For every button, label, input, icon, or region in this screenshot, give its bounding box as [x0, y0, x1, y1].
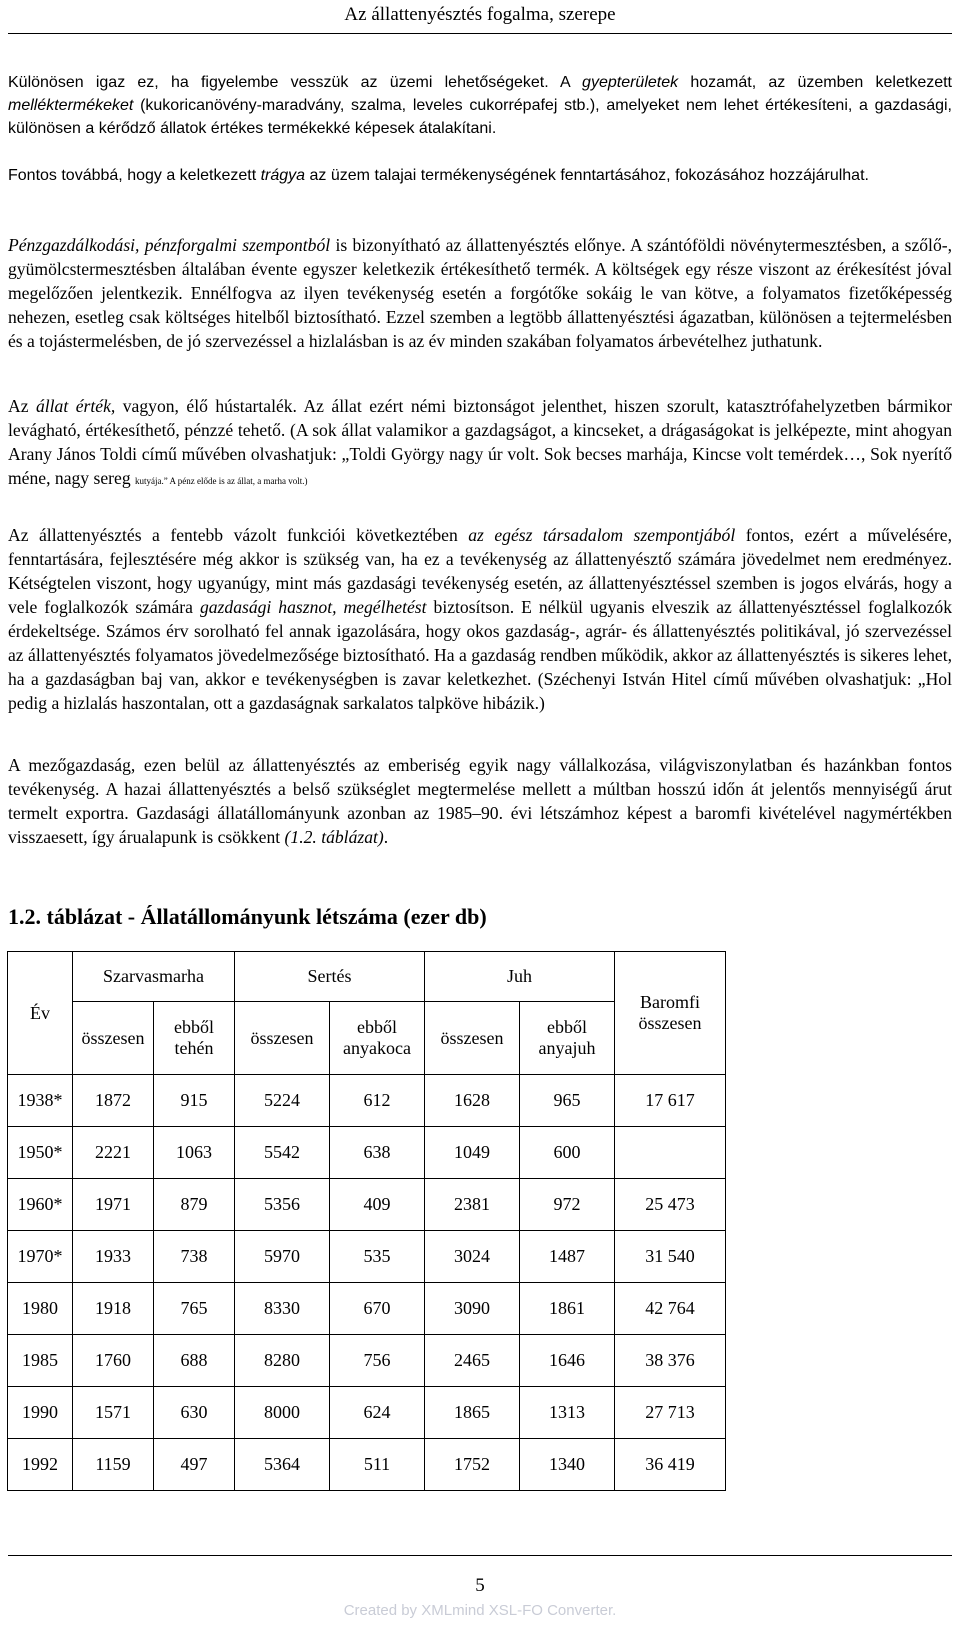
text: .: [383, 827, 389, 847]
emphasis: trágya: [260, 167, 306, 184]
table-cell: 688: [154, 1335, 235, 1387]
table-row: [8, 1127, 726, 1179]
paragraph-society: [8, 523, 952, 715]
emphasis: gazdasági hasznot, megélhetést: [199, 597, 427, 617]
pig-sow-header: ebből anyakoca: [330, 1002, 425, 1075]
text: vagyon, élő hústartalék. Az állat ezért némi biztonságot jelenthet, hiszen szorult, katasztrófahelyzetben bármikor levágható, értékesíthető, pénzzé tehető. (A sok állat valamikor a gazdagságot, a kincseket, a drágaságokat is jelképezte, mint ahogyan Arany János Toldi című művében olvashatjuk: „Toldi György nagy úr volt. Sok becses marhája, Kincse volt temérdek…, Sok nyerítő méne, nagy sereg: [8, 396, 952, 488]
page-number: 5: [475, 1575, 485, 1596]
text: az üzem talajai termékenységének fenntartásához, fokozásához hozzájárulhat.: [305, 167, 869, 184]
table-cell: 1861: [520, 1283, 615, 1335]
table-body: [8, 1075, 726, 1491]
table-row: [8, 1075, 726, 1127]
year-header: Év: [8, 952, 73, 1075]
table-cell: 915: [154, 1075, 235, 1127]
table-cell: 1918: [73, 1283, 154, 1335]
watermark-prefix: Created by: [343, 1602, 422, 1619]
table-header-row: [8, 952, 726, 1002]
table-title: 1.2. táblázat - Állatállományunk létszáma (ezer db): [8, 904, 487, 929]
watermark-brand: XMLmind XSL-FO Converter: [421, 1602, 613, 1619]
table-cell: 965: [520, 1075, 615, 1127]
running-header: Az állattenyésztés fogalma, szerepe: [344, 4, 616, 25]
table-cell: 1063: [154, 1127, 235, 1179]
table-cell: 1628: [425, 1075, 520, 1127]
table-cell: 1571: [73, 1387, 154, 1439]
text: hozamát, az üzemben keletkezett: [678, 74, 953, 91]
table-cell: 5356: [235, 1179, 330, 1231]
paragraph-value: [8, 394, 952, 493]
table-cell: 1933: [73, 1231, 154, 1283]
watermark: [0, 1601, 960, 1621]
table-cell: 756: [330, 1335, 425, 1387]
table-cell: 1960*: [8, 1179, 73, 1231]
table-cell: 1990: [8, 1387, 73, 1439]
table-cell: 1980: [8, 1283, 73, 1335]
sheep-ewe-header: ebből anyajuh: [520, 1002, 615, 1075]
table-cell: 535: [330, 1231, 425, 1283]
pig-total-header: összesen: [235, 1002, 330, 1075]
table-cell: 1872: [73, 1075, 154, 1127]
table-cell: 670: [330, 1283, 425, 1335]
table-cell: 1760: [73, 1335, 154, 1387]
table-cell: 1971: [73, 1179, 154, 1231]
table-cell: 8000: [235, 1387, 330, 1439]
table-cell: 1938*: [8, 1075, 73, 1127]
table-row: [8, 1283, 726, 1335]
emphasis: gyepterületek: [582, 74, 679, 91]
watermark-suffix: .: [612, 1602, 617, 1619]
cattle-total-header: összesen: [73, 1002, 154, 1075]
text: Fontos továbbá, hogy a keletkezett: [8, 167, 261, 184]
table-cell: 25 473: [615, 1179, 726, 1231]
table-cell: 1646: [520, 1335, 615, 1387]
cattle-header: Szarvasmarha: [73, 952, 235, 1002]
text: Az: [8, 396, 36, 416]
table-cell: 3090: [425, 1283, 520, 1335]
table-cell: 2221: [73, 1127, 154, 1179]
paragraph-byproducts: [8, 71, 952, 140]
livestock-table: [7, 951, 726, 1491]
sheep-total-header: összesen: [425, 1002, 520, 1075]
paragraph-finance: [8, 233, 952, 353]
pig-header: Sertés: [235, 952, 425, 1002]
table-cell: 1752: [425, 1439, 520, 1491]
table-cell: 17 617: [615, 1075, 726, 1127]
table-cell: 879: [154, 1179, 235, 1231]
table-cell: 5970: [235, 1231, 330, 1283]
table-cell: 1487: [520, 1231, 615, 1283]
table-cell: 1340: [520, 1439, 615, 1491]
table-cell: 3024: [425, 1231, 520, 1283]
table-cell: 497: [154, 1439, 235, 1491]
cattle-cow-header: ebből tehén: [154, 1002, 235, 1075]
header-rule: [8, 33, 952, 34]
table-cell: 1313: [520, 1387, 615, 1439]
table-row: [8, 1179, 726, 1231]
table-cell: 1159: [73, 1439, 154, 1491]
paragraph-agriculture: [8, 753, 952, 849]
table-row: [8, 1231, 726, 1283]
table-cell: 27 713: [615, 1387, 726, 1439]
table-cell: [615, 1127, 726, 1179]
table-cell: 1970*: [8, 1231, 73, 1283]
emphasis: az egész társadalom szempontjából: [468, 525, 736, 545]
small-text: kutyája.” A pénz előde is az állat, a marha volt.): [135, 476, 308, 486]
table-cell: 36 419: [615, 1439, 726, 1491]
table-cell: 638: [330, 1127, 425, 1179]
table-cell: 1950*: [8, 1127, 73, 1179]
text: biztosítson. E nélkül ugyanis elveszik az állattenyésztéssel foglalkozók érdekeltsége. Számos érv sorolható fel annak igazolására, hogy okos gazdaság-, agrár- és állattenyésztés politikával, jó szervezéssel az állattenyésztés folyamatos jövedelmezősége biztosítható. Ha a gazdaság rendben működik, akkor az állattenyésztés is sikeres lehet, ha a gazdaságban baj van, akkor e tevékenységben is zavar keletkezhet. (Széchenyi István Hitel című művében olvashatjuk: „Hol pedig a hizlalás haszontalan, ott a gazdaságnak sarkalatos talpköve hibázik.): [8, 597, 952, 713]
text: Különösen igaz ez, ha figyelembe vesszük az üzemi lehetőségeket. A: [8, 74, 583, 91]
table-row: [8, 1335, 726, 1387]
emphasis: állat érték,: [35, 396, 116, 416]
table-cell: 630: [154, 1387, 235, 1439]
text: Az állattenyésztés a fentebb vázolt funkciói következtében: [8, 525, 469, 545]
text: A mezőgazdaság, ezen belül az állattenyésztés az emberiség egyik nagy vállalkozása, világviszonylatban és hazánkban fontos tevékenység. A hazai állattenyésztés a belső szükséglet megtermelése mellett a múltban hosszú időn át jelentős mennyiségű árut termelt exportra. Gazdasági állatállományunk azonban az 1985–90. évi létszámhoz képest a baromfi kivételével nagymértékben visszaesett, így árualapunk is csökkent: [8, 755, 952, 847]
paragraph-manure: [8, 164, 952, 187]
table-cell: 5542: [235, 1127, 330, 1179]
table-cell: 765: [154, 1283, 235, 1335]
footer-rule: [8, 1555, 952, 1556]
poultry-header: Baromfi összesen: [615, 952, 726, 1075]
sheep-header: Juh: [425, 952, 615, 1002]
table-cell: 5364: [235, 1439, 330, 1491]
emphasis: Pénzgazdálkodási, pénzforgalmi szempontból: [8, 235, 331, 255]
table-cell: 1992: [8, 1439, 73, 1491]
table-cell: 1049: [425, 1127, 520, 1179]
table-cell: 600: [520, 1127, 615, 1179]
emphasis: (1.2. táblázat): [284, 827, 384, 847]
text: fontos, ezért a művelésére, fenntartására, fejlesztésére még akkor is szükség van, ha ez a tevékenység az állattenyésztő számára jövedelmet nem eredményez. Kétségtelen viszont, hogy ugyanúgy, mint más gazdasági tevékenység esetén, az állattenyésztéssel szemben is jogos elvárás, hogy a vele foglalkozók számára: [8, 525, 952, 617]
table-row: [8, 1387, 726, 1439]
table-cell: 972: [520, 1179, 615, 1231]
table-cell: 8280: [235, 1335, 330, 1387]
table-cell: 2381: [425, 1179, 520, 1231]
table-cell: 1985: [8, 1335, 73, 1387]
table-cell: 38 376: [615, 1335, 726, 1387]
table-cell: 511: [330, 1439, 425, 1491]
table-row: [8, 1439, 726, 1491]
table-cell: 31 540: [615, 1231, 726, 1283]
table-cell: 612: [330, 1075, 425, 1127]
text: (kukoricanövény-maradvány, szalma, leveles cukorrépafej stb.), amelyeket nem lehet értékesíteni, a gazdasági, különösen a kérődző állatok értékes termékekké képesek átalakítani.: [8, 97, 952, 137]
table-cell: 624: [330, 1387, 425, 1439]
table-cell: 2465: [425, 1335, 520, 1387]
table-cell: 409: [330, 1179, 425, 1231]
emphasis: melléktermékeket: [8, 97, 134, 114]
table-cell: 42 764: [615, 1283, 726, 1335]
table-cell: 738: [154, 1231, 235, 1283]
table-cell: 8330: [235, 1283, 330, 1335]
table-cell: 1865: [425, 1387, 520, 1439]
table-cell: 5224: [235, 1075, 330, 1127]
text: is bizonyítható az állattenyésztés előnye. A szántóföldi növénytermesztésben, a szőlő-, gyümölcstermesztésben általában évente egyszer keletkezik értékesíthető termék. A költségek egy része viszont az érékesítést jóval megelőzően jelentkezik. Ennélfogva az ilyen tevékenység esetén a forgótőke sokáig le van kötve, a folyamatos fizetőképesség nehezen, esetleg csak költséges hitelből biztosítható. Ezzel szemben a legtöbb állattenyésztési ágazatban, különösen a tejtermelésben és a tojástermelésben, de jó szervezéssel a hizlalásban is az év minden szakában folyamatos árbevételhez juthatunk.: [8, 235, 952, 351]
